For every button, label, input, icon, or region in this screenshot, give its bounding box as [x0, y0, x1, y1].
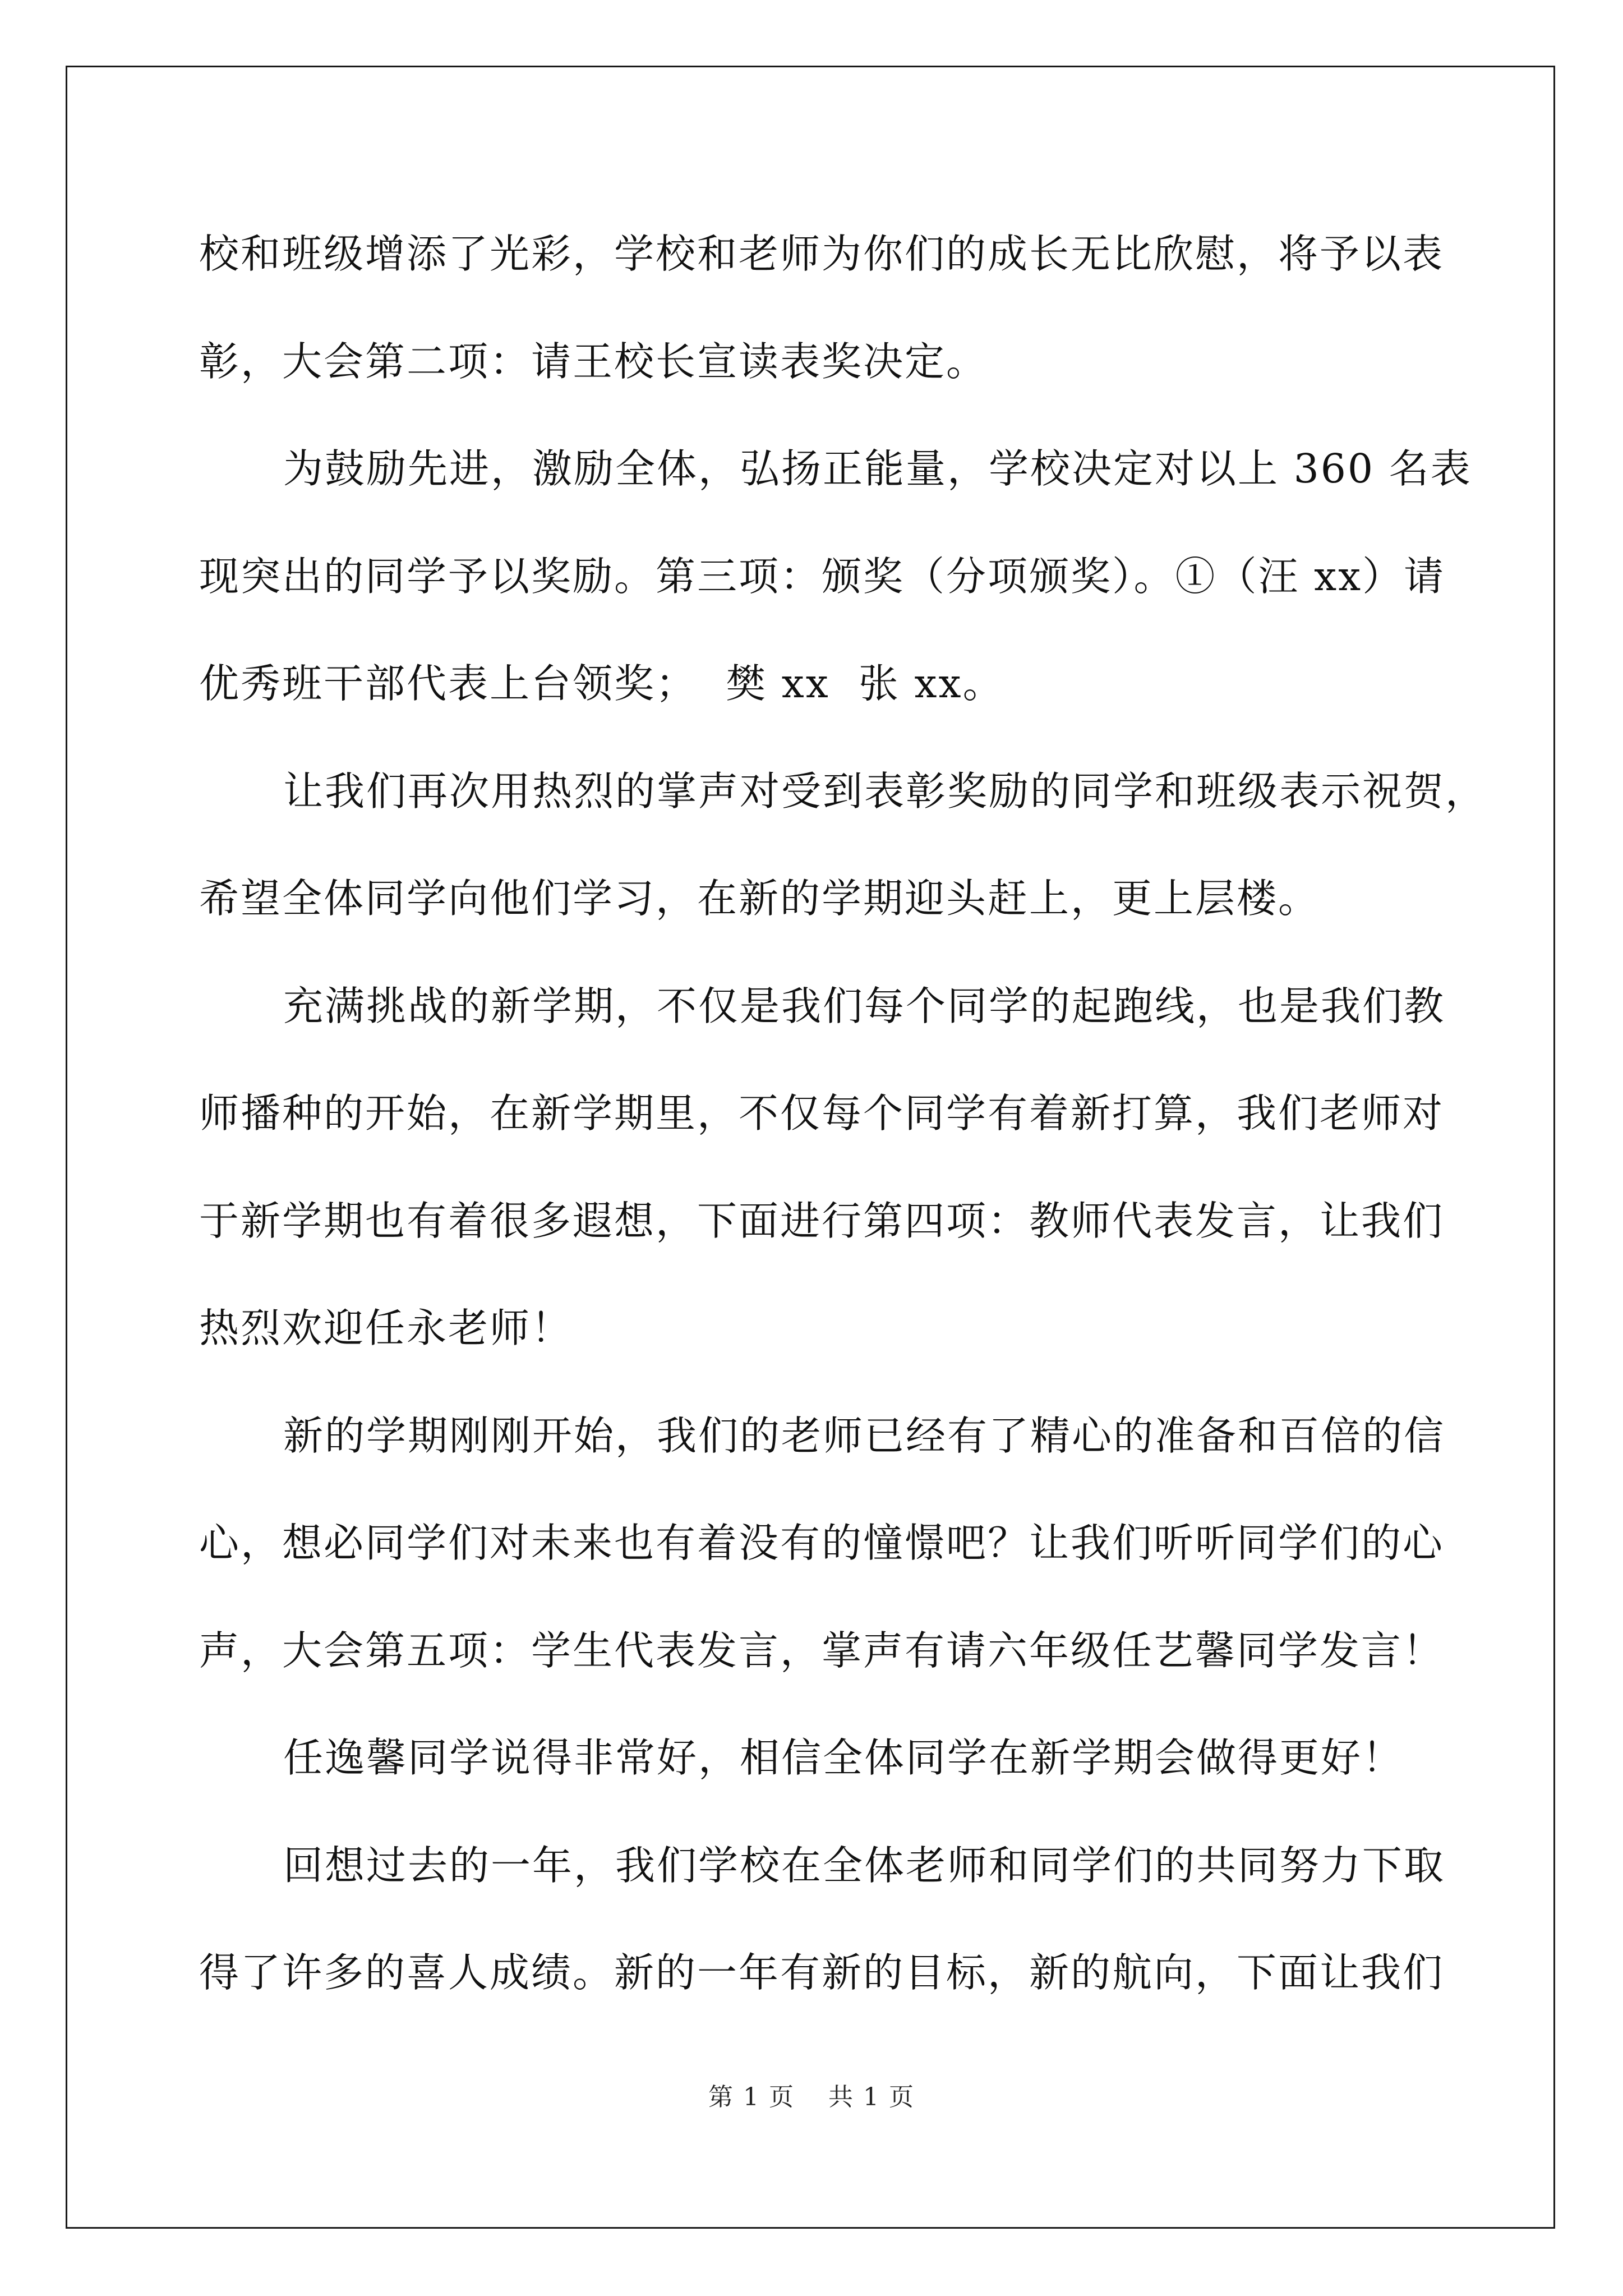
text-line: 现突出的同学予以奖励。第三项：颁奖（分项颁奖）。①（汪 xx）请 [199, 553, 1446, 600]
text-line: 校和班级增添了光彩，学校和老师为你们的成长无比欣慰，将予以表 [199, 231, 1445, 277]
text-line: 心，想必同学们对未来也有着没有的憧憬吧？让我们听听同学们的心 [199, 1520, 1445, 1566]
document-body [199, 200, 1487, 2027]
text-line: 充满挑战的新学期，不仅是我们每个同学的起跑线，也是我们教 [283, 982, 1446, 1029]
page-number: 第 1 页 [708, 2083, 795, 2111]
text-line: 于新学期也有着很多遐想，下面进行第四项：教师代表发言，让我们 [199, 1197, 1445, 1244]
text-line: 希望全体同学向他们学习，在新的学期迎头赶上，更上层楼。 [199, 875, 1320, 922]
text-line: 彰，大会第二项：请王校长宣读表奖决定。 [199, 338, 988, 385]
text-line: 声，大会第五项：学生代表发言，掌声有请六年级任艺馨同学发言！ [199, 1627, 1445, 1674]
total-pages: 共 1 页 [828, 2083, 915, 2111]
text-line: 师播种的开始，在新学期里，不仅每个同学有着新打算，我们老师对 [199, 1090, 1445, 1137]
page-footer [0, 2077, 1623, 2113]
text-line: 任逸馨同学说得非常好，相信全体同学在新学期会做得更好！ [283, 1734, 1404, 1781]
text-line: 新的学期刚刚开始，我们的老师已经有了精心的准备和百倍的信 [283, 1412, 1446, 1459]
text-line: 优秀班干部代表上台领奖； 樊 xx 张 xx。 [199, 660, 1004, 707]
text-line: 回想过去的一年，我们学校在全体老师和同学们的共同努力下取 [283, 1842, 1446, 1889]
text-line: 热烈欢迎任永老师！ [199, 1305, 573, 1351]
text-line: 让我们再次用热烈的掌声对受到表彰奖励的同学和班级表示祝贺， [283, 767, 1487, 815]
text-line: 为鼓励先进，激励全体，弘扬正能量，学校决定对以上 360 名表 [283, 445, 1472, 492]
text-line: 得了许多的喜人成绩。新的一年有新的目标，新的航向，下面让我们 [199, 1949, 1445, 1996]
